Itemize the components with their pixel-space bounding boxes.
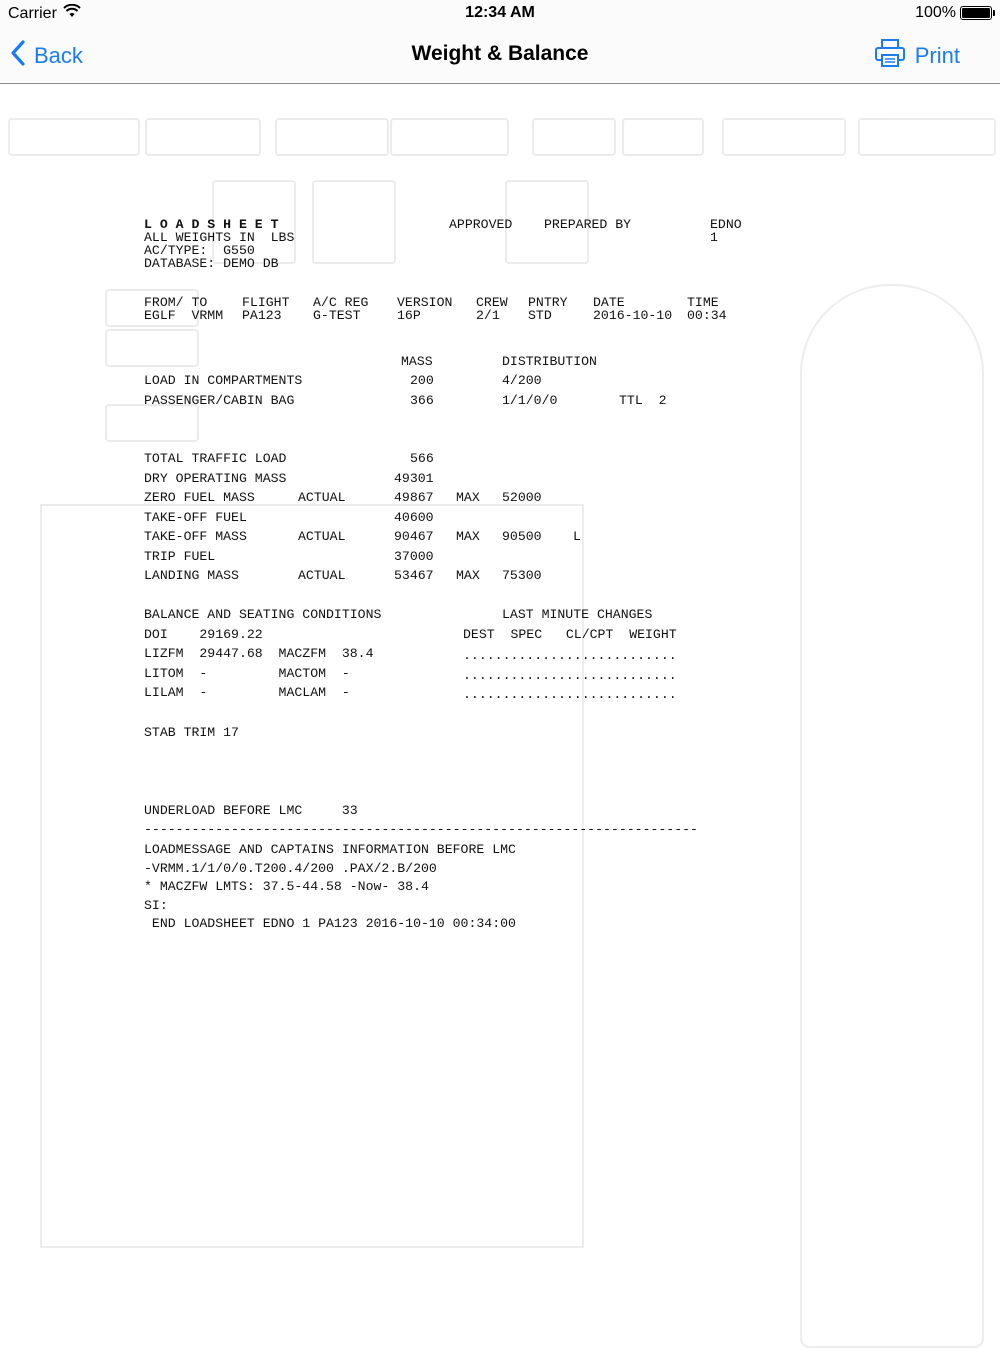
tof-label: TAKE-OFF FUEL bbox=[144, 510, 247, 525]
battery-percent: 100% bbox=[915, 4, 956, 21]
dry-operating-mass: 49301 bbox=[394, 471, 434, 486]
edno-value: 1 bbox=[710, 230, 718, 245]
maczfw-limits: * MACZFW LMTS: 37.5-44.58 -Now- 38.4 bbox=[144, 879, 429, 894]
status-bar bbox=[0, 0, 1000, 28]
reg-value: G-TEST bbox=[313, 308, 361, 323]
database: DATABASE: DEMO DB bbox=[144, 256, 279, 271]
loadmessage-header: LOADMESSAGE AND CAPTAINS INFORMATION BEFORE LMC bbox=[144, 842, 516, 857]
loadsheet-title: L O A D S H E E T bbox=[144, 217, 279, 232]
zfm-max: 52000 bbox=[502, 490, 542, 505]
date-value: 2016-10-10 bbox=[593, 308, 673, 323]
print-label: Print bbox=[914, 43, 960, 68]
edno-label: EDNO bbox=[710, 217, 742, 232]
passenger-bag-label: PASSENGER/CABIN BAG bbox=[144, 393, 295, 408]
tom-label: TAKE-OFF MASS bbox=[144, 529, 247, 544]
reg-header: A/C REG bbox=[313, 295, 369, 310]
lizfm-value: LIZFM 29447.68 MACZFM 38.4 bbox=[144, 646, 374, 661]
underload-value: UNDERLOAD BEFORE LMC 33 bbox=[144, 803, 358, 818]
passenger-bag-dist: 1/1/0/0 bbox=[502, 393, 558, 408]
balance-header: BALANCE AND SEATING CONDITIONS bbox=[144, 607, 382, 622]
carrier-label: Carrier bbox=[8, 4, 57, 22]
tom-limit: L bbox=[573, 529, 581, 544]
si-label: SI: bbox=[144, 898, 168, 913]
ttl-value: TTL 2 bbox=[619, 393, 667, 408]
lmc-dots-2: ........................... bbox=[463, 668, 677, 683]
total-traffic-label: TOTAL TRAFFIC LOAD bbox=[144, 451, 287, 466]
flight-value: PA123 bbox=[242, 308, 282, 323]
trip-fuel-label: TRIP FUEL bbox=[144, 549, 216, 564]
tom-mass: 90467 bbox=[394, 529, 434, 544]
load-compartments-mass: 200 bbox=[410, 373, 434, 388]
lilam-value: LILAM - MACLAM - bbox=[144, 685, 350, 700]
lm-actual: ACTUAL bbox=[298, 568, 346, 583]
lmc-columns: DEST SPEC CL/CPT WEIGHT bbox=[463, 627, 677, 642]
dry-operating-label: DRY OPERATING MASS bbox=[144, 471, 287, 486]
stab-trim: STAB TRIM 17 bbox=[144, 725, 239, 740]
tof-mass: 40600 bbox=[394, 510, 434, 525]
status-time: 12:34 AM bbox=[465, 4, 535, 21]
lm-label: LANDING MASS bbox=[144, 568, 239, 583]
zfm-actual: ACTUAL bbox=[298, 490, 346, 505]
distribution-header: DISTRIBUTION bbox=[502, 354, 597, 369]
date-header: DATE bbox=[593, 295, 625, 310]
lmc-dots-1: ........................... bbox=[463, 648, 677, 663]
version-header: VERSION bbox=[397, 295, 453, 310]
ac-type: AC/TYPE: G550 bbox=[144, 243, 255, 258]
time-value: 00:34 bbox=[687, 308, 727, 323]
battery-icon bbox=[960, 6, 992, 20]
lmc-dots-3: ........................... bbox=[463, 687, 677, 702]
doi-value: DOI 29169.22 bbox=[144, 627, 263, 642]
zfm-label: ZERO FUEL MASS bbox=[144, 490, 255, 505]
version-value: 16P bbox=[397, 308, 421, 323]
from-to-header: FROM/ TO bbox=[144, 295, 208, 310]
pntry-value: STD bbox=[528, 308, 552, 323]
background-form bbox=[0, 84, 1000, 1334]
loadmessage-value: -VRMM.1/1/0/0.T200.4/200 .PAX/2.B/200 bbox=[144, 861, 437, 876]
approved-label: APPROVED bbox=[449, 217, 513, 232]
tom-max-label: MAX bbox=[456, 529, 480, 544]
back-label: Back bbox=[34, 43, 83, 68]
lm-max: 75300 bbox=[502, 568, 542, 583]
battery-indicator bbox=[915, 4, 992, 22]
total-traffic-mass: 566 bbox=[410, 451, 434, 466]
zfm-max-label: MAX bbox=[456, 490, 480, 505]
page-title: Weight & Balance bbox=[411, 42, 589, 65]
print-button[interactable] bbox=[875, 39, 960, 73]
load-compartments-dist: 4/200 bbox=[502, 373, 542, 388]
prepared-by-label: PREPARED BY bbox=[544, 217, 632, 232]
lm-mass: 53467 bbox=[394, 568, 434, 583]
flight-header: FLIGHT bbox=[242, 295, 290, 310]
navigation-bar bbox=[0, 28, 1000, 84]
litom-value: LITOM - MACTOM - bbox=[144, 666, 350, 681]
load-compartments-label: LOAD IN COMPARTMENTS bbox=[144, 373, 303, 388]
tom-actual: ACTUAL bbox=[298, 529, 346, 544]
pntry-header: PNTRY bbox=[528, 295, 568, 310]
crew-header: CREW bbox=[476, 295, 508, 310]
from-to-value: EGLF VRMM bbox=[144, 308, 224, 323]
divider-line: ---------------------------------------------------------------------- bbox=[144, 822, 698, 837]
tom-max: 90500 bbox=[502, 529, 542, 544]
mass-header: MASS bbox=[401, 354, 433, 369]
trip-fuel-mass: 37000 bbox=[394, 549, 434, 564]
printer-icon bbox=[875, 39, 905, 73]
weights-unit: ALL WEIGHTS IN LBS bbox=[144, 230, 295, 245]
lmc-header: LAST MINUTE CHANGES bbox=[502, 607, 653, 622]
time-header: TIME bbox=[687, 295, 719, 310]
passenger-bag-mass: 366 bbox=[410, 393, 434, 408]
crew-value: 2/1 bbox=[476, 308, 500, 323]
lm-max-label: MAX bbox=[456, 568, 480, 583]
zfm-mass: 49867 bbox=[394, 490, 434, 505]
end-loadsheet: END LOADSHEET EDNO 1 PA123 2016-10-10 00:34:00 bbox=[144, 916, 516, 931]
